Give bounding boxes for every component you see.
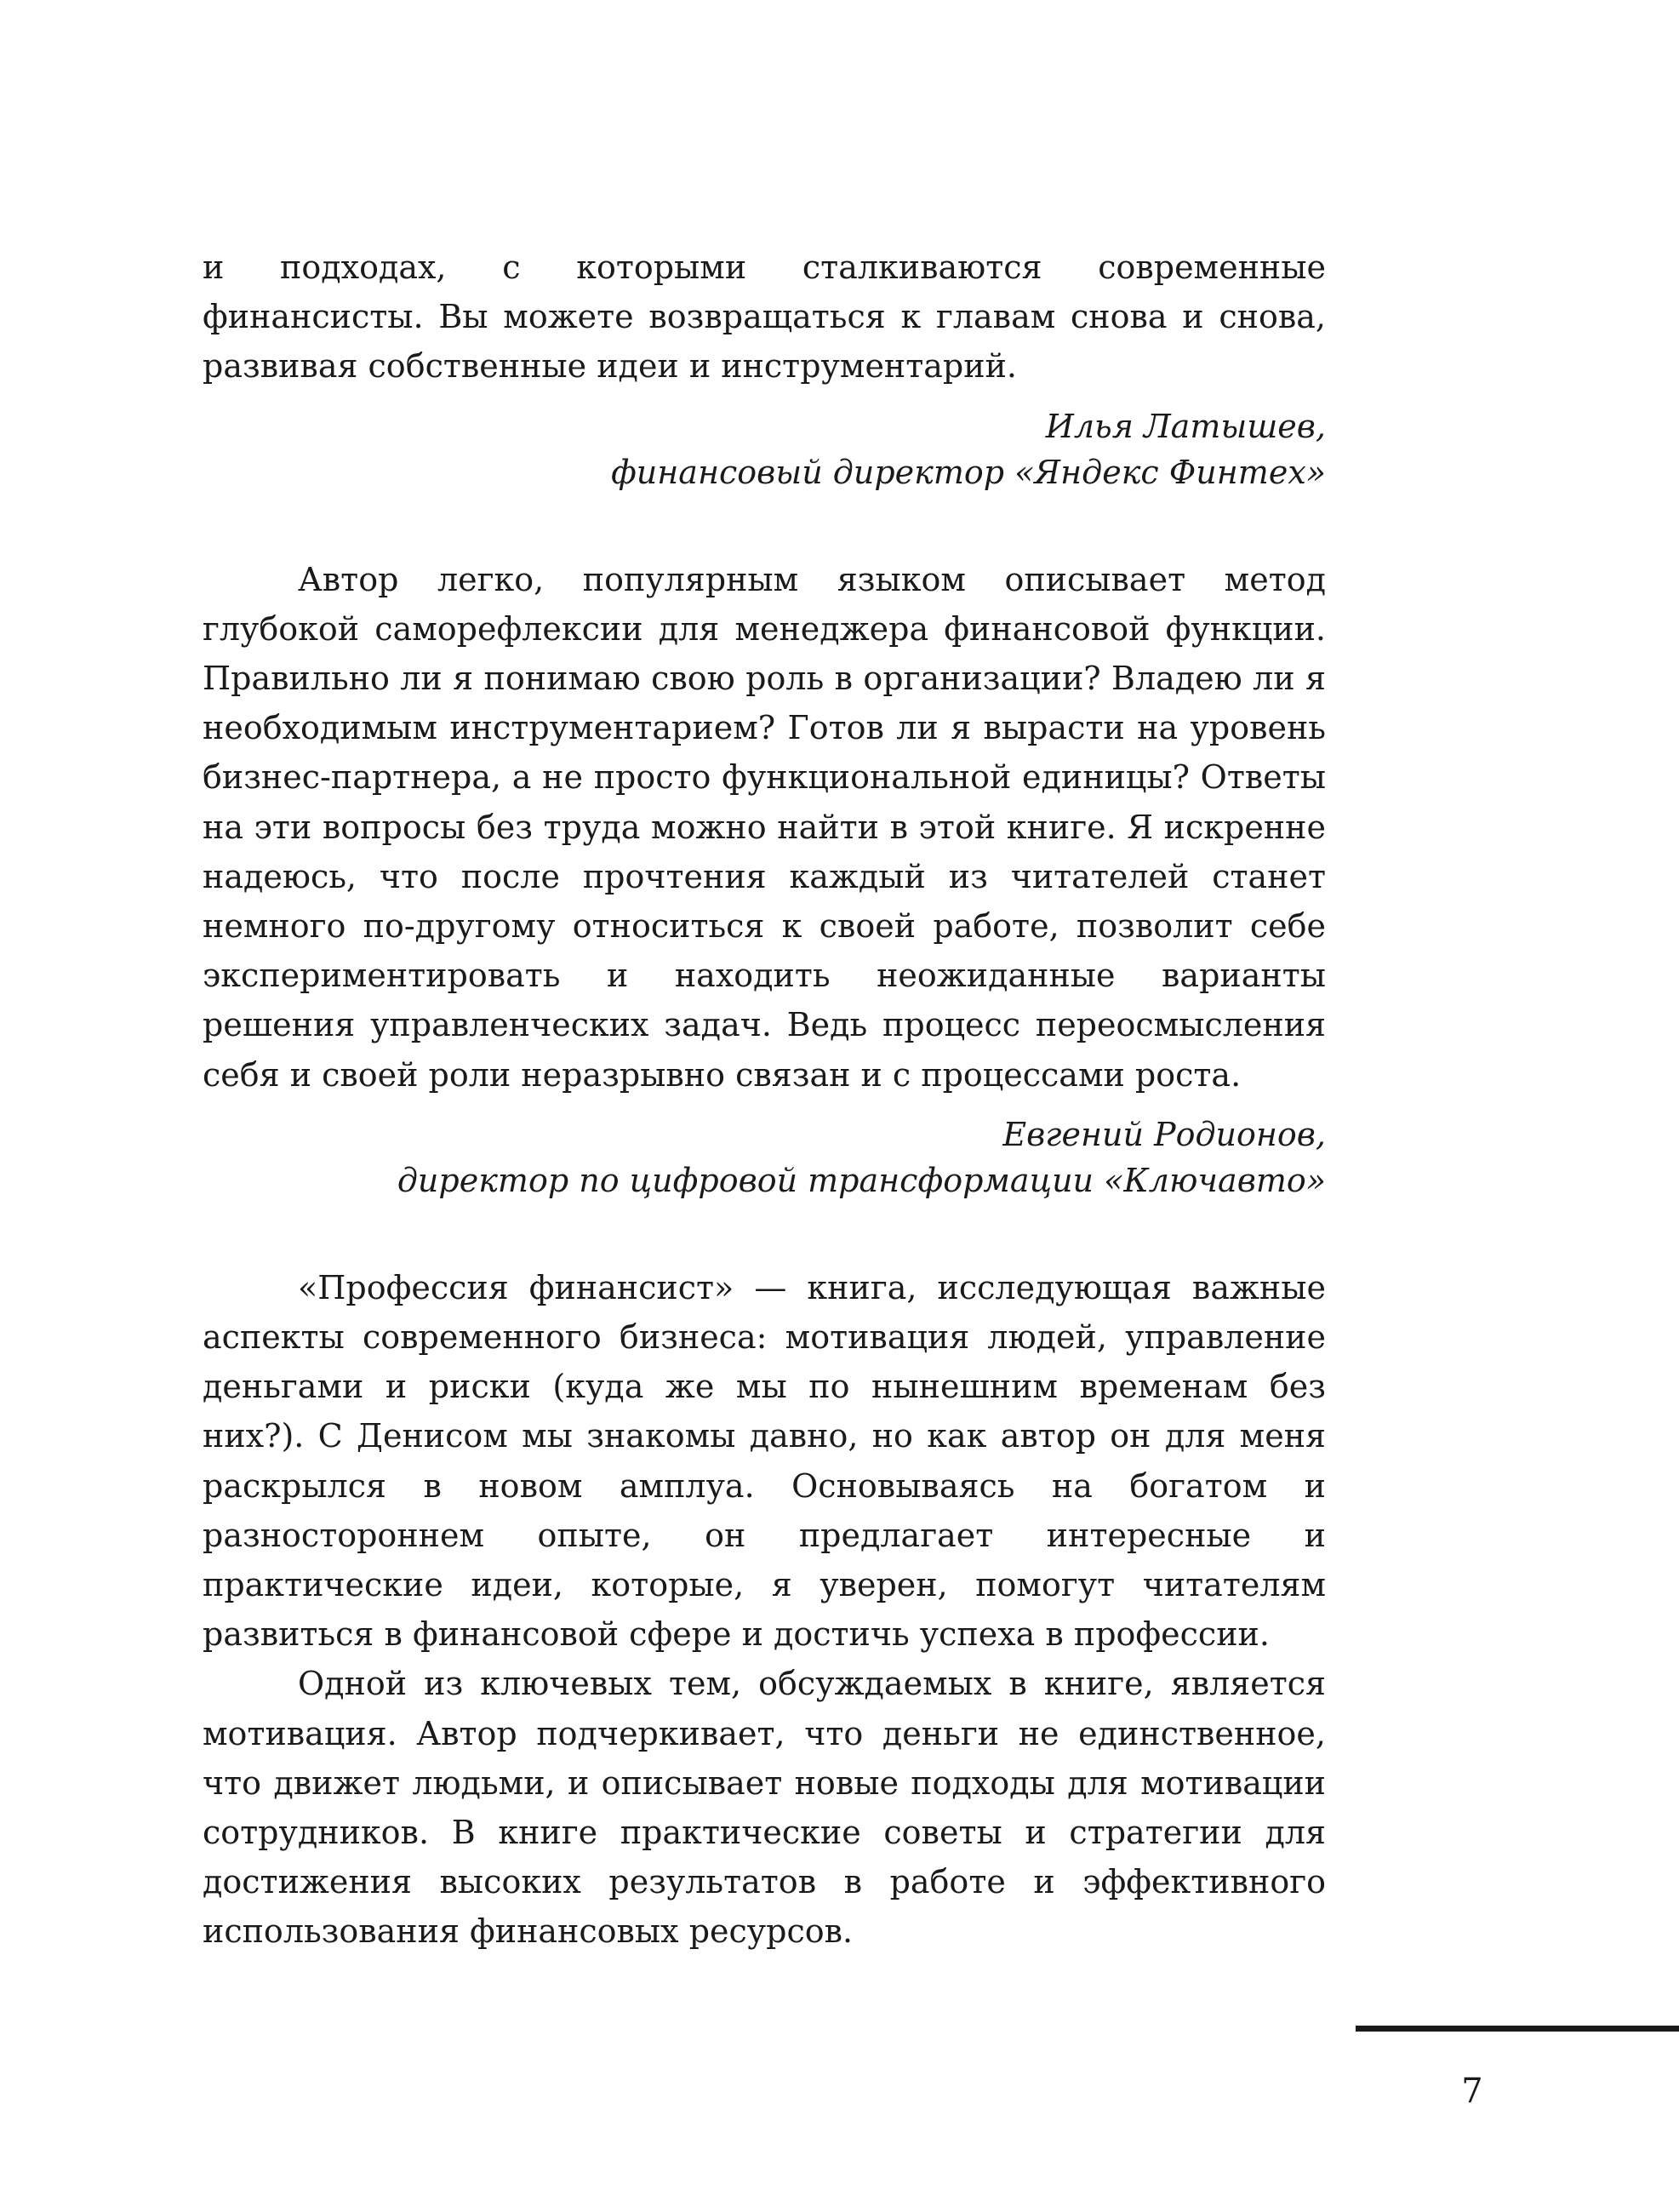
attribution-title: финансовый директор «Яндекс Финтех» [611,453,1326,491]
attribution-name: Илья Латышев, [1045,407,1326,445]
attribution-name: Евгений Родионов, [1002,1115,1326,1153]
paragraph-intro-end: и подходах, с которыми сталкиваются современные финансисты. Вы можете возвращаться к главам снова и снова, развивая собственные идеи и инструментарий. [203,249,1326,386]
paragraph-review: Автор легко, популярным языком описывает метод глубокой саморефлексии для менеджера финансовой функции. Правильно ли я понимаю свою роль в организации? Владею ли я необходимым инструментарием? Готов ли я вырасти на уровень бизнес-партнера, а не просто функциональной единицы? Ответы на эти вопросы без труда можно найти в этой книге. Я искренне надеюсь, что после прочтения каждый из читателей станет немного по-другому относиться к своей работе, позволит себе экспериментировать и находить неожиданные варианты решения управленческих задач. Ведь процесс переосмысления себя и своей роли неразрывно связан и с процессами роста. [203,560,1326,1094]
page-body [203,243,1326,1957]
paragraph-review: Одной из ключевых тем, обсуждаемых в книге, является мотивация. Автор подчеркивает, что деньги не единственное, что движет людьми, и описывает новые подходы для мотивации сотрудников. В книге практические советы и стратегии для достижения высоких результатов в работе и эффективного использования финансовых ресурсов. [203,1665,1326,1951]
paragraph-review: «Профессия финансист» — книга, исследующая важные аспекты современного бизнеса: мотивация людей, управление деньгами и риски (куда же мы по нынешним временам без них?). С Денисом мы знакомы давно, но как автор он для меня раскрылся в новом амплуа. Основываясь на богатом и разностороннем опыте, он предлагает интересные и практические идеи, которые, я уверен, помогут читателям развиться в финансовой сфере и достичь успеха в профессии. [203,1268,1326,1654]
page-number: 7 [1461,2072,1483,2111]
attribution-title: директор по цифровой трансформации «Ключавто» [397,1161,1326,1199]
footer-rule [1356,2026,1679,2032]
